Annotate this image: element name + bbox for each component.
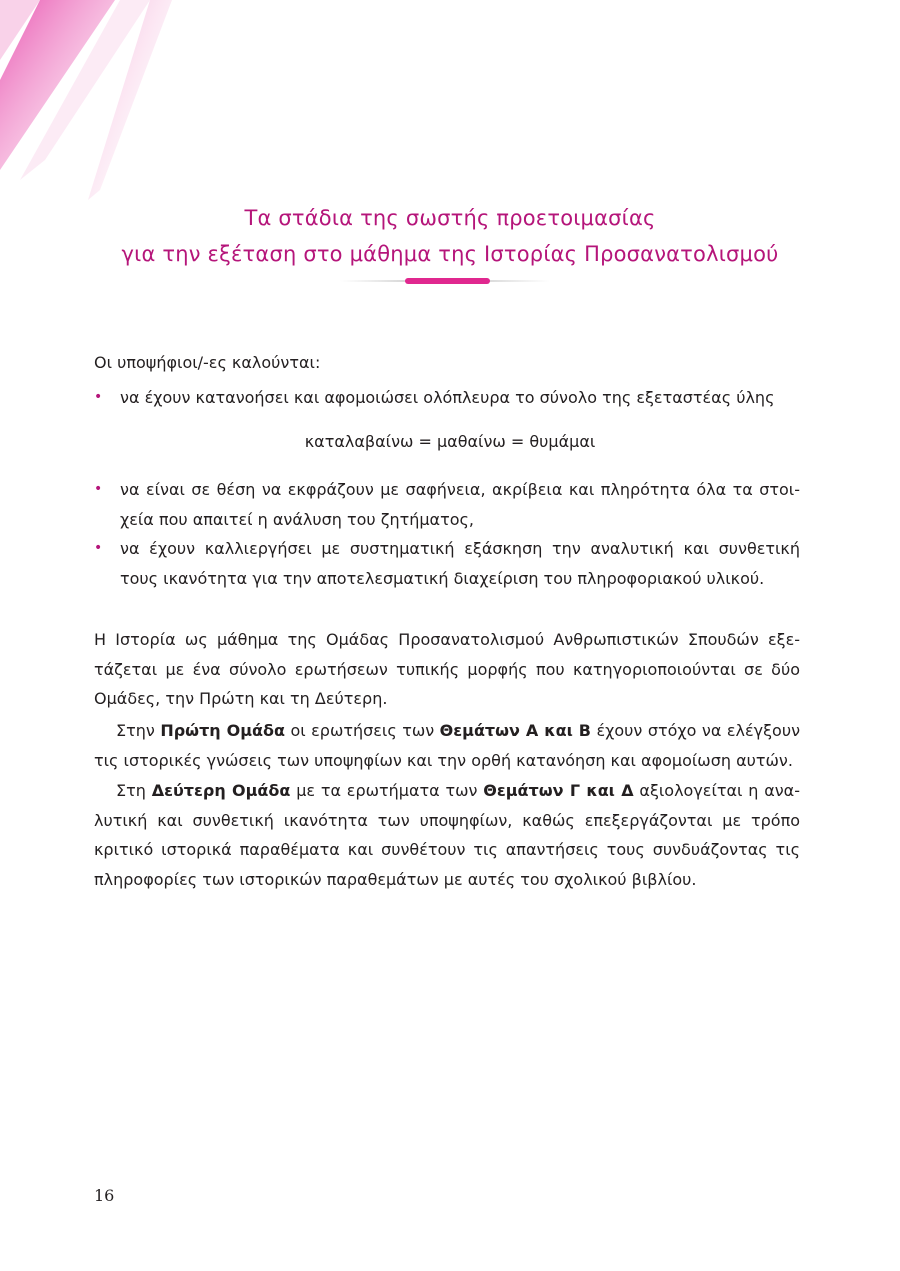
title-underline (340, 276, 550, 286)
paragraph-text: έχουν στόχο να ελέγξουν τις ιστορικές γνώσεις των υποψηφίων και την ορθή κατανόηση και αφομοίωση αυτών. (94, 721, 801, 770)
list-item (94, 534, 800, 593)
paragraph-text: Στην (116, 721, 161, 740)
page-number: 16 (94, 1186, 115, 1205)
bullet-marker: • (94, 389, 103, 405)
intro-text: Οι υποψήφιοι/-ες καλούνται: (94, 353, 321, 372)
paragraph-text: με τα ερωτήματα των (290, 781, 484, 800)
paragraph-history-exam: Η Ιστορία ως μάθημα της Ομάδας Προσανατολισμού Ανθρωπιστικών Σπουδών εξε-τάζεται με ένα σύνολο ερωτήσεων τυπικής μορφής που κατηγοριοποιούνται σε δύο Ομάδες, την Πρώτη και τη Δεύτερη. (94, 630, 800, 708)
equation-line: καταλαβαίνω = μαθαίνω = θυμάμαι (304, 432, 596, 451)
bold-term: Θεμάτων Α και Β (439, 721, 592, 740)
bullet-marker: • (94, 540, 103, 556)
paragraph-text: οι ερωτήσεις των (284, 721, 440, 740)
list-item (94, 475, 800, 534)
paragraph-text: αξιολογείται η ανα-λυτική και συνθετική ικανότητα των υποψηφίων, καθώς επεξεργάζονται με τρόπο κριτικό ιστορικά παραθέματα και συνθέτουν τις απαντήσεις τους συνδυάζοντας τις πληροφορίες των ιστορικών παραθεμάτων με αυτές του σχολικού βιβλίου. (94, 781, 801, 889)
page-title-line-1: Τα στάδια της σωστής προετοιμασίας (244, 206, 656, 230)
list-item (94, 383, 800, 413)
paragraph-text: Στη (116, 781, 152, 800)
list-item-text: να έχουν καλλιεργήσει με συστηματική εξάσκηση την αναλυτική και συνθετική τους ικανότητα για την αποτελεσματική διαχείριση του πληροφοριακού υλικού. (120, 539, 800, 588)
list-item-text: να είναι σε θέση να εκφράζουν με σαφήνεια, ακρίβεια και πληρότητα όλα τα στοι-χεία που απαιτεί η ανάλυση του ζητήματος, (120, 480, 800, 529)
paragraph-second-group (94, 776, 800, 894)
paragraph-first-group (94, 716, 800, 775)
page-title-line-2: για την εξέταση στο μάθημα της Ιστορίας Προσανατολισμού (121, 242, 779, 266)
bold-term: Θεμάτων Γ και Δ (483, 781, 634, 800)
bold-term: Πρώτη Ομάδα (160, 721, 285, 740)
bold-term: Δεύτερη Ομάδα (151, 781, 291, 800)
list-item-text: να έχουν κατανοήσει και αφομοιώσει ολόπλευρα το σύνολο της εξεταστέας ύλης (120, 388, 775, 407)
bullet-marker: • (94, 481, 103, 497)
